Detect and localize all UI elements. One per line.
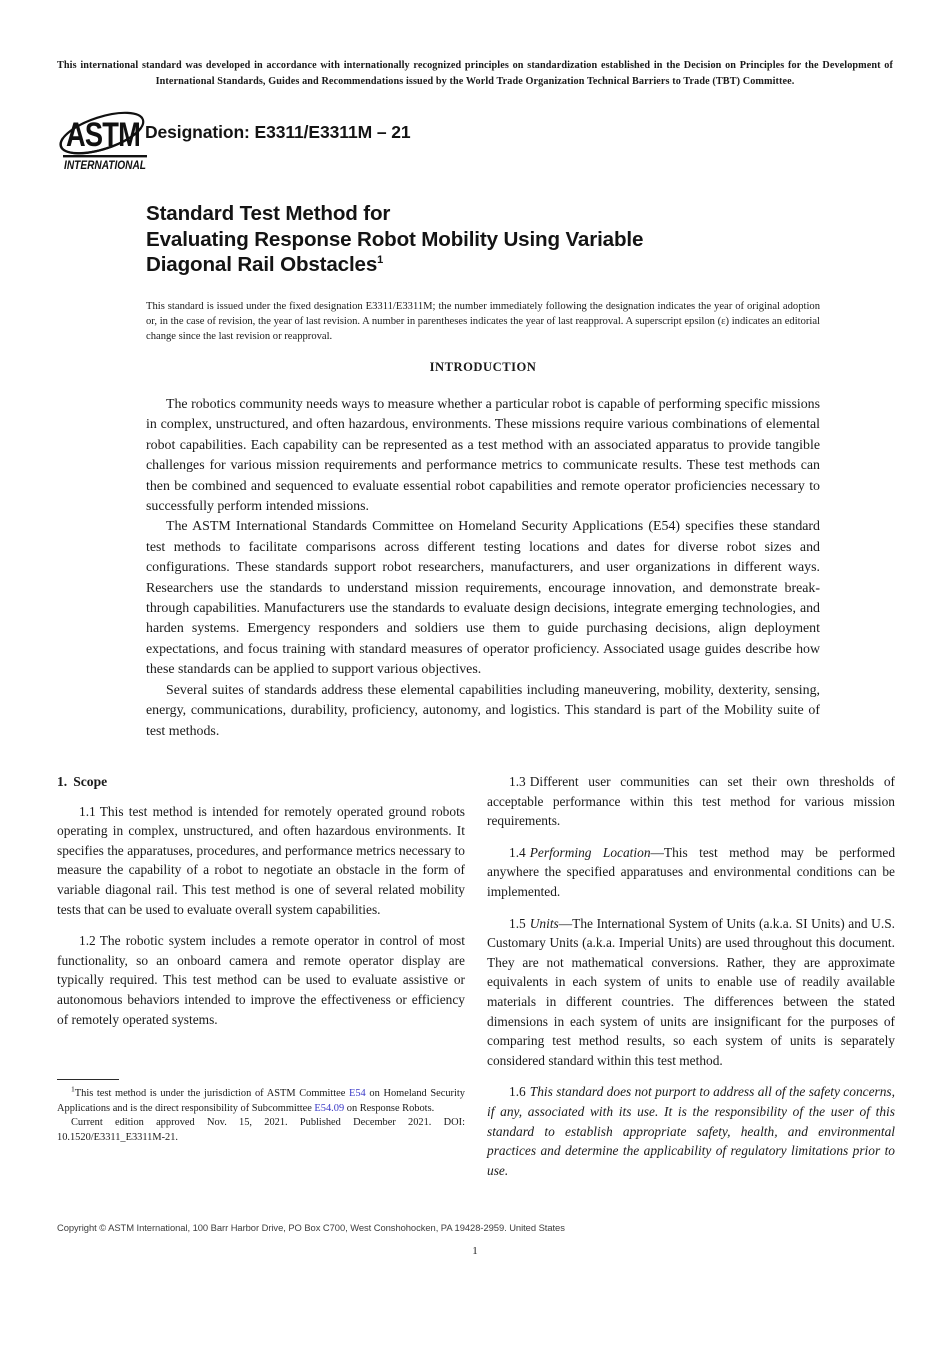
introduction-paragraph: The ASTM International Standards Committee on Homeland Security Applications (E54) specifies these standard test methods to facilitate comparisons across different testing locations and dates for diverse robot sizes and configurations. These standards support robot researchers, manufacturers, and user organizations in different ways. Researchers use the standards to understand mission requirements, encourage innovation, and demonstrate break-through capabilities. Manufacturers use the standards to evaluate design decisions, integrate emerging technologies, and harden systems. Emergency responders and soldiers use them to guide purchasing decisions, align deployment expectations, and focus training with standard measures of operator proficiency. Associated usage guides describe how these standards can be applied to support various objectives. bbox=[146, 519, 820, 678]
svg-text:ASTM: ASTM bbox=[66, 116, 140, 154]
title-line-2: Evaluating Response Robot Mobility Using Variable bbox=[146, 227, 644, 251]
clause-number: 1.1 bbox=[79, 803, 96, 819]
introduction-body bbox=[146, 395, 820, 742]
introduction-paragraph: Several suites of standards address these elemental capabilities including maneuvering, mobility, dexterity, sensing, energy, communications, durability, proficiency, autonomy, and logistics. This standard is part of the Mobility suite of test methods. bbox=[146, 682, 820, 739]
clause-text-italic: This standard does not purport to address all of the safety concerns, if any, associated with its use. It is the responsibility of the user of this standard to establish appropriate safety, health, and environmental practices and determine the applicability of regulatory limitations prior to use. bbox=[487, 1084, 895, 1178]
footnote-jurisdiction bbox=[57, 1084, 465, 1116]
footnote-text-part3: on Response Robots. bbox=[344, 1102, 435, 1114]
astm-logo bbox=[57, 106, 153, 174]
footnote-text-part1: This test method is under the jurisdiction of ASTM Committee bbox=[74, 1088, 350, 1099]
clause-number: 1.3 bbox=[509, 774, 526, 789]
copyright-notice: Copyright © ASTM International, 100 Barr Harbor Drive, PO Box C700, West Conshohocken, PA 19428-2959. United States bbox=[57, 1222, 565, 1233]
title-line-3 bbox=[146, 252, 846, 278]
clause-lead-term: Units bbox=[529, 915, 559, 931]
link-e54[interactable]: E54 bbox=[349, 1088, 366, 1099]
footnote-edition: Current edition approved Nov. 15, 2021. Published December 2021. DOI: 10.1520/E3311_E3311M-21. bbox=[57, 1117, 465, 1144]
clause-number: 1.2 bbox=[79, 933, 96, 949]
clause-number: 1.4 bbox=[509, 844, 526, 860]
footnote-marker: 1 bbox=[71, 1084, 75, 1094]
footnote-separator-rule bbox=[57, 1079, 119, 1080]
clause-number: 1.5 bbox=[509, 915, 526, 931]
clause-1-2 bbox=[57, 931, 465, 1029]
clause-1-5 bbox=[487, 914, 895, 1071]
page-number: 1 bbox=[472, 1245, 478, 1257]
clause-number: 1.6 bbox=[509, 1084, 526, 1100]
section-number: 1. bbox=[57, 774, 68, 789]
clause-1-3 bbox=[487, 772, 895, 831]
clause-1-1 bbox=[57, 802, 465, 920]
section-title: Scope bbox=[73, 774, 108, 789]
section-heading-scope bbox=[57, 772, 465, 792]
clause-1-4 bbox=[487, 843, 895, 902]
clause-text: Different user communities can set their own thresholds of acceptable performance within this test method for various mission requirements. bbox=[487, 774, 895, 829]
link-e54-09[interactable]: E54.09 bbox=[314, 1102, 345, 1114]
clause-text: —The International System of Units (a.k.a. SI Units) and U.S. Customary Units (a.k.a. Imperial Units) are used throughout this document. They are not mathematical conversions. Rather, they are approximate equivalents in each system of units to enable use of readily available materials in different countries. The differences between the stated dimensions in each system of units are insignificant for the purposes of comparing test method results, so each system of units is separately considered standard within this test method. bbox=[487, 915, 895, 1068]
body-column-left bbox=[57, 772, 465, 1041]
logo-subtitle-text: INTERNATIONAL bbox=[64, 160, 146, 172]
footnote-text-part2: on Homeland Security Applications and is the direct responsibility of Subcommittee bbox=[57, 1088, 465, 1114]
introduction-heading: INTRODUCTION bbox=[429, 360, 537, 374]
introduction-paragraph: The robotics community needs ways to measure whether a particular robot is capable of performing specific missions in complex, unstructured, and often hazardous, environments. These missions require various combinations of elemental robot capabilities. Each capability can be represented as a test method with an associated apparatus to provide tangible challenges for various mission requirements and performance metrics to communicate results. These test methods can then be combined and sequenced to evaluate essential robot capabilities and remote operator proficiencies necessary to successfully perform intended missions. bbox=[146, 397, 820, 515]
issuance-statement: This standard is issued under the fixed designation E3311/E3311M; the number immediately following the designation indicates the year of original adoption or, in the case of revision, the year of last revision. A number in parentheses indicates the year of last reapproval. A superscript epsilon (ε) indicates an editorial change since the last revision or reapproval. bbox=[146, 301, 820, 343]
page-title bbox=[146, 201, 846, 278]
clause-1-6 bbox=[487, 1082, 895, 1180]
tbt-header-note: This international standard was developed in accordance with internationally recognized principles on standardization established in the Decision on Principles for the Development of International Standards, Guides and Recommendations issued by the World Trade Organization Technical Barriers to Trade (TBT) Committee. bbox=[57, 60, 893, 87]
body-column-right bbox=[487, 772, 895, 1192]
title-line-1: Standard Test Method for bbox=[146, 202, 391, 225]
logo-and-designation-row bbox=[57, 106, 893, 176]
designation-label: Designation: E3311/E3311M – 21 bbox=[145, 122, 411, 142]
clause-text: —This test method may be performed anywhere the specified apparatuses and environmental conditions can be implemented. bbox=[487, 844, 896, 899]
title-footnote-marker: 1 bbox=[377, 254, 384, 267]
clause-lead-term: Performing Location bbox=[529, 844, 651, 860]
clause-text: The robotic system includes a remote operator in control of most functionality, so an onboard camera and remote operator display are typically required. This test method can be used to evaluate assistive or autonomous behaviors intended to improve the effectiveness or efficiency of remotely operated systems. bbox=[57, 933, 465, 1027]
footnote-block bbox=[57, 1084, 465, 1146]
title-line-3-text: Diagonal Rail Obstacles bbox=[146, 253, 378, 276]
clause-text: This test method is intended for remotely operated ground robots operating in complex, unstructured, and often hazardous environments. It specifies the apparatuses, procedures, and performance metrics necessary to measure the capability of a robot to negotiate an obstacle in the form of variable diagonal rail. This test method is one of several related mobility tests that can be used to evaluate overall system capabilities. bbox=[57, 803, 465, 917]
